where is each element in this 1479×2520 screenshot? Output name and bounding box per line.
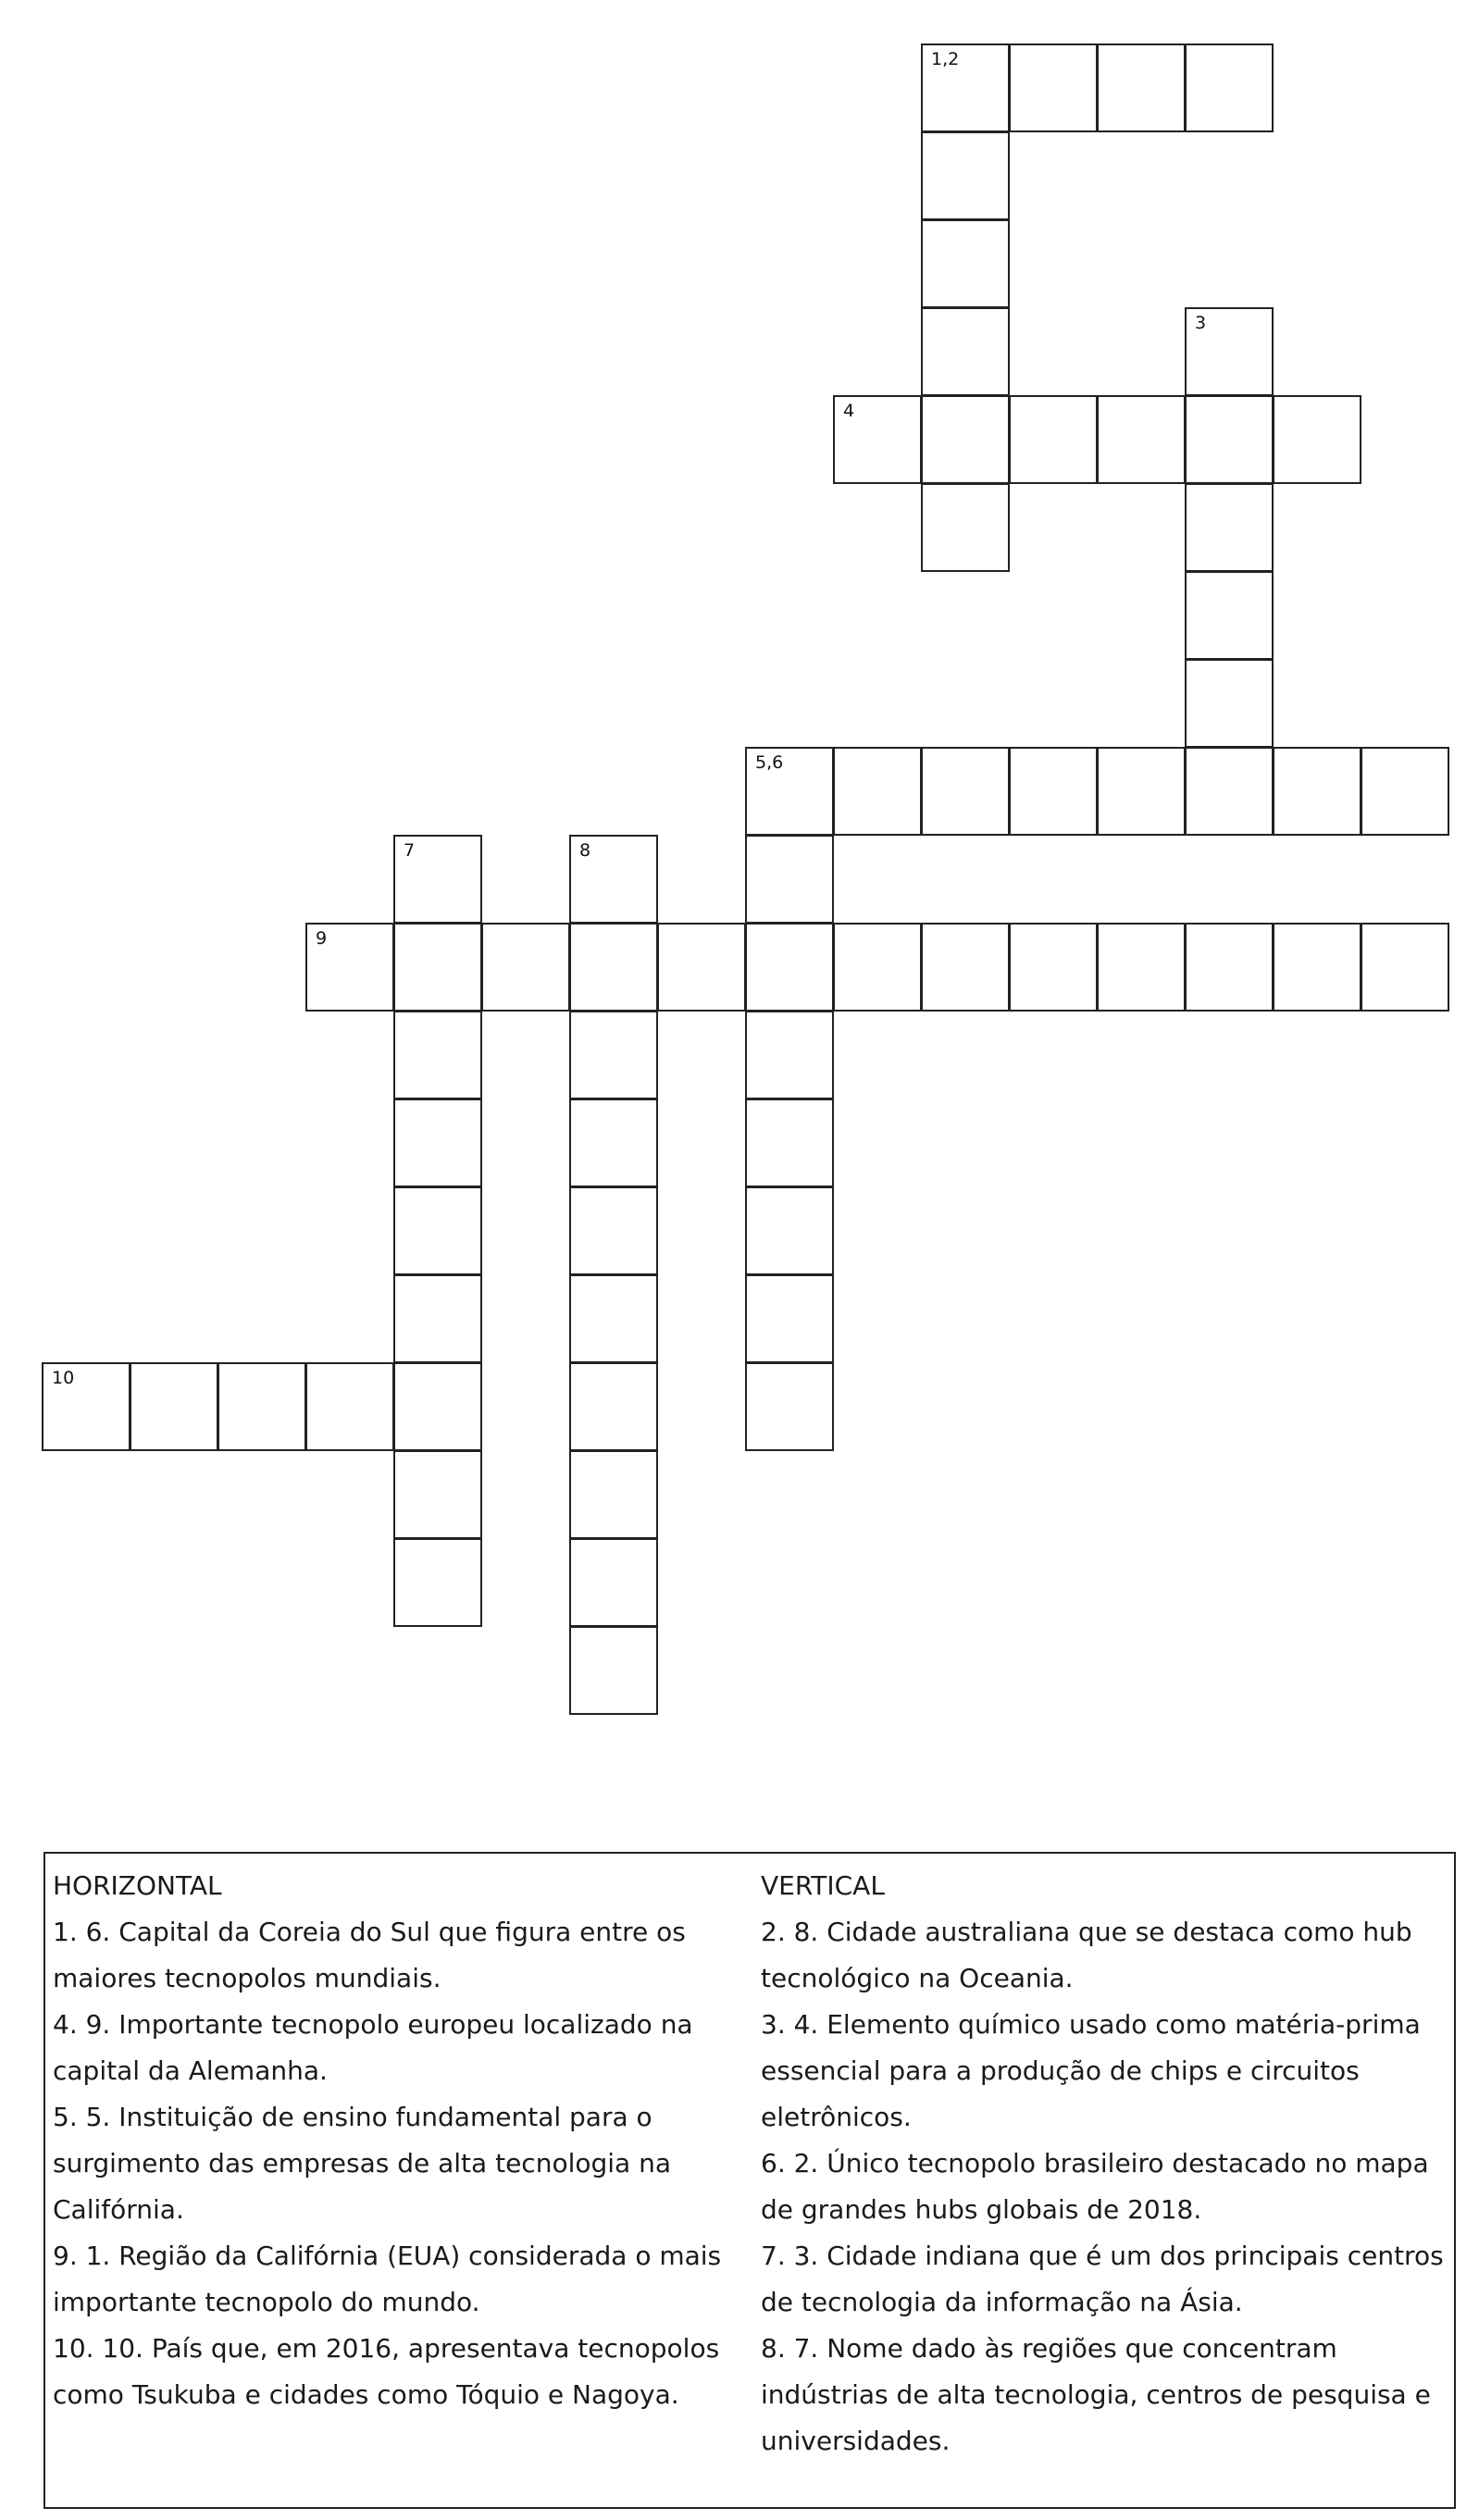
crossword-cell[interactable] bbox=[1185, 307, 1274, 396]
crossword-cell[interactable] bbox=[569, 1011, 658, 1099]
clue-number: 4 bbox=[843, 401, 855, 421]
horizontal-clues bbox=[53, 1863, 738, 2418]
clue-number: 8 bbox=[579, 840, 591, 861]
vertical-clue-3: 3. 4. Elemento químico usado como matéria-prima essencial para a produção de chips e circuitos eletrônicos. bbox=[761, 2009, 1421, 2132]
crossword-cell[interactable] bbox=[305, 1362, 394, 1451]
crossword-cell[interactable] bbox=[393, 1362, 482, 1451]
crossword-cell[interactable] bbox=[569, 1626, 658, 1715]
horizontal-clue-5: 5. 5. Instituição de ensino fundamental para o surgimento das empresas de alta tecnologia na Califórnia. bbox=[53, 2102, 671, 2225]
crossword-cell[interactable] bbox=[481, 923, 570, 1012]
crossword-cell[interactable] bbox=[393, 1099, 482, 1187]
crossword-cell[interactable] bbox=[1185, 659, 1274, 748]
crossword-cell[interactable] bbox=[745, 1274, 834, 1363]
crossword-cell[interactable] bbox=[569, 1538, 658, 1627]
clue-number: 7 bbox=[404, 840, 416, 861]
crossword-cell[interactable] bbox=[569, 1362, 658, 1451]
crossword-cell[interactable] bbox=[745, 1011, 834, 1099]
horizontal-clue-9: 9. 1. Região da Califórnia (EUA) considerada o mais importante tecnopolo do mundo. bbox=[53, 2241, 722, 2317]
vertical-clue-2: 2. 8. Cidade australiana que se destaca como hub tecnológico na Oceania. bbox=[761, 1917, 1412, 1993]
crossword-cell[interactable] bbox=[1185, 923, 1274, 1012]
crossword-cell[interactable] bbox=[569, 1099, 658, 1187]
crossword-cell[interactable] bbox=[745, 1186, 834, 1275]
crossword-cell[interactable] bbox=[921, 307, 1010, 396]
crossword-cell[interactable] bbox=[1097, 43, 1186, 132]
vertical-clue-6: 6. 2. Único tecnopolo brasileiro destacado no mapa de grandes hubs globais de 2018. bbox=[761, 2148, 1429, 2225]
crossword-cell[interactable] bbox=[569, 1450, 658, 1539]
crossword-cell[interactable] bbox=[569, 835, 658, 924]
horizontal-heading: HORIZONTAL bbox=[53, 1870, 222, 1901]
crossword-cell[interactable] bbox=[1097, 923, 1186, 1012]
crossword-cell[interactable] bbox=[833, 747, 922, 836]
crossword-cell[interactable] bbox=[393, 835, 482, 924]
crossword-cell[interactable] bbox=[833, 923, 922, 1012]
horizontal-clue-4: 4. 9. Importante tecnopolo europeu localizado na capital da Alemanha. bbox=[53, 2009, 693, 2086]
crossword-cell[interactable] bbox=[569, 1274, 658, 1363]
vertical-heading: VERTICAL bbox=[761, 1870, 885, 1901]
crossword-cell[interactable] bbox=[1009, 747, 1098, 836]
crossword-cell[interactable] bbox=[1185, 571, 1274, 660]
clue-number: 3 bbox=[1195, 313, 1207, 333]
crossword-cell[interactable] bbox=[745, 1099, 834, 1187]
crossword-cell[interactable] bbox=[921, 483, 1010, 572]
crossword-cell[interactable] bbox=[569, 1186, 658, 1275]
crossword-cell[interactable] bbox=[393, 1186, 482, 1275]
crossword-cell[interactable] bbox=[393, 923, 482, 1012]
crossword-cell[interactable] bbox=[921, 131, 1010, 220]
crossword-cell[interactable] bbox=[1273, 395, 1361, 484]
crossword-cell[interactable] bbox=[833, 395, 922, 484]
crossword-cell[interactable] bbox=[1185, 747, 1274, 836]
clue-number: 10 bbox=[52, 1368, 75, 1388]
crossword-cell[interactable] bbox=[1009, 923, 1098, 1012]
crossword-cell[interactable] bbox=[1185, 483, 1274, 572]
crossword-cell[interactable] bbox=[130, 1362, 218, 1451]
crossword-cell[interactable] bbox=[569, 923, 658, 1012]
crossword-cell[interactable] bbox=[42, 1362, 130, 1451]
horizontal-clue-1: 1. 6. Capital da Coreia do Sul que figura entre os maiores tecnopolos mundiais. bbox=[53, 1917, 686, 1993]
vertical-clue-7: 7. 3. Cidade indiana que é um dos principais centros de tecnologia da informação na Ásia. bbox=[761, 2241, 1444, 2317]
crossword-cell[interactable] bbox=[921, 219, 1010, 308]
crossword-cell[interactable] bbox=[921, 43, 1010, 132]
crossword-cell[interactable] bbox=[921, 747, 1010, 836]
crossword-cell[interactable] bbox=[745, 923, 834, 1012]
vertical-clue-8: 8. 7. Nome dado às regiões que concentram indústrias de alta tecnologia, centros de pesquisa e universidades. bbox=[761, 2333, 1431, 2456]
crossword-cell[interactable] bbox=[1273, 747, 1361, 836]
crossword-cell[interactable] bbox=[1009, 395, 1098, 484]
crossword-cell[interactable] bbox=[393, 1274, 482, 1363]
clue-number: 9 bbox=[316, 928, 328, 949]
crossword-cell[interactable] bbox=[1361, 747, 1449, 836]
crossword-cell[interactable] bbox=[921, 395, 1010, 484]
crossword-cell[interactable] bbox=[218, 1362, 306, 1451]
crossword-cell[interactable] bbox=[1185, 395, 1274, 484]
vertical-clues bbox=[761, 1863, 1450, 2464]
crossword-cell[interactable] bbox=[657, 923, 746, 1012]
crossword-cell[interactable] bbox=[745, 1362, 834, 1451]
crossword-cell[interactable] bbox=[1097, 395, 1186, 484]
crossword-cell[interactable] bbox=[1185, 43, 1274, 132]
clues-box bbox=[44, 1852, 1456, 2509]
clue-number: 1,2 bbox=[931, 49, 960, 69]
crossword-cell[interactable] bbox=[393, 1538, 482, 1627]
crossword-cell[interactable] bbox=[1009, 43, 1098, 132]
crossword-cell[interactable] bbox=[745, 835, 834, 924]
crossword-cell[interactable] bbox=[305, 923, 394, 1012]
crossword-cell[interactable] bbox=[1273, 923, 1361, 1012]
crossword-cell[interactable] bbox=[393, 1011, 482, 1099]
clue-number: 5,6 bbox=[755, 752, 784, 773]
crossword-cell[interactable] bbox=[921, 923, 1010, 1012]
crossword-cell[interactable] bbox=[1097, 747, 1186, 836]
crossword-cell[interactable] bbox=[745, 747, 834, 836]
horizontal-clue-10: 10. 10. País que, em 2016, apresentava tecnopolos como Tsukuba e cidades como Tóquio e Nagoya. bbox=[53, 2333, 720, 2410]
crossword-cell[interactable] bbox=[1361, 923, 1449, 1012]
crossword-cell[interactable] bbox=[393, 1450, 482, 1539]
